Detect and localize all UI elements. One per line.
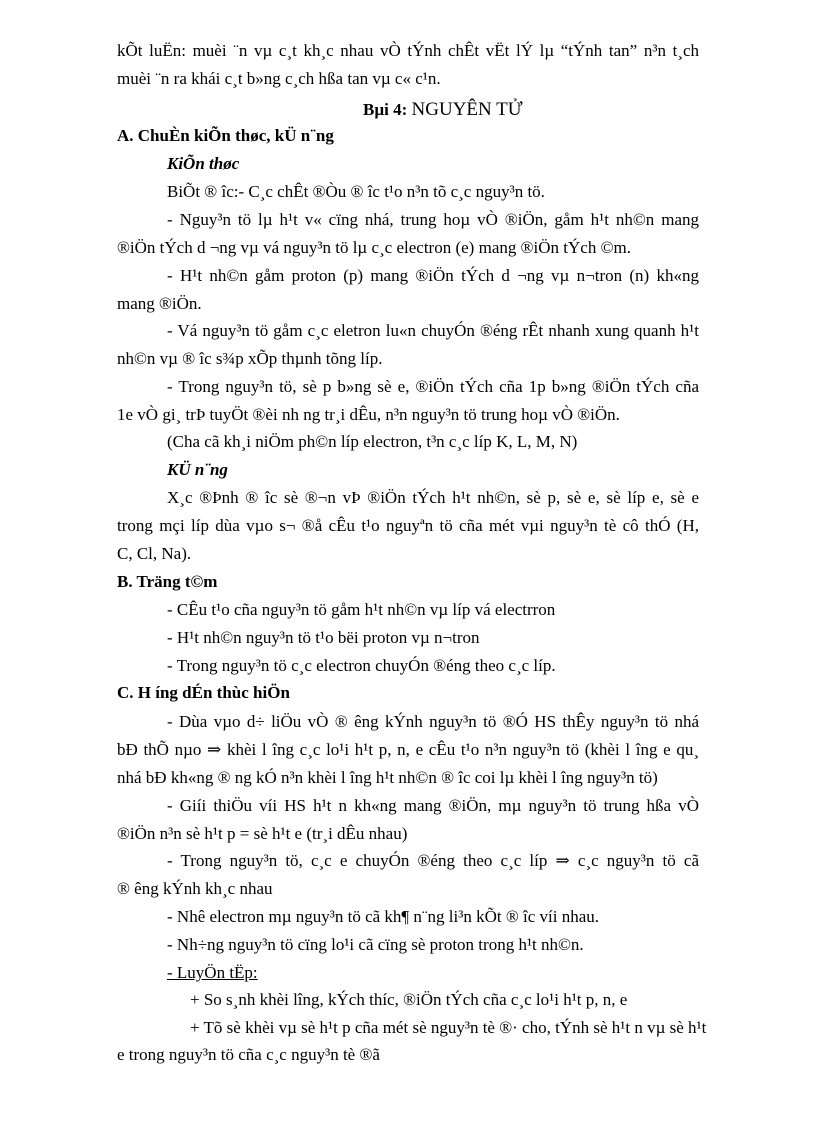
guide-line: - Nh÷ng nguy³n tö cïng lo¹i cã cïng sè proton trong h¹t nh©n. bbox=[167, 935, 584, 954]
knowledge-line: mang ®iÖn. bbox=[117, 294, 202, 313]
knowledge-line: (Cha cã kh¸i niÖm ph©n líp electron, t³n c¸c líp K, L, M, N) bbox=[167, 432, 578, 451]
section-a-heading: A. ChuÈn kiÕn thøc, kÜ n¨ng bbox=[117, 126, 334, 145]
focus-line: - H¹t nh©n nguy³n tö t¹o bëi proton vµ n¬tron bbox=[167, 628, 480, 647]
skill-heading: KÜ n¨ng bbox=[167, 460, 228, 479]
guide-line: nhá bÐ kh«ng ® ng kÓ n³n khèi l îng h¹t nh©n ® îc coi lµ khèi l îng nguy³n tö) bbox=[117, 768, 658, 787]
guide-line: - Dùa vµo d÷ liÖu vÒ ® êng kÝnh nguy³n tö ®Ó HS thÊy nguy³n tö nhá bbox=[167, 712, 699, 731]
knowledge-line: ®iÖn tÝch d ¬ng vµ vá nguy³n tö lµ c¸c electron (e) mang ®iÖn tÝch ©m. bbox=[117, 238, 631, 257]
knowledge-line: - H¹t nh©n gåm proton (p) mang ®iÖn tÝch d ¬ng vµ n¬tron (n) kh«ng bbox=[167, 266, 699, 285]
lesson-heading bbox=[363, 99, 523, 121]
knowledge-heading: KiÕn thøc bbox=[167, 154, 240, 173]
practice-line: + So s¸nh khèi lîng, kÝch thíc, ®iÖn tÝch cña c¸c lo¹i h¹t p, n, e bbox=[190, 990, 628, 1009]
knowledge-line: - Nguy³n tö lµ h¹t v« cïng nhá, trung hoµ vÒ ®iÖn, gåm h¹t nh©n mang bbox=[167, 210, 699, 229]
lesson-title: NGUYÊN TỬ bbox=[411, 99, 523, 120]
knowledge-line: - Trong nguy³n tö, sè p b»ng sè e, ®iÖn tÝch cña 1p b»ng ®iÖn tÝch cña bbox=[167, 377, 699, 396]
knowledge-line: 1e vÒ gi¸ trÞ tuyÖt ®èi nh ng tr¸i dÊu, n³n nguy³n tö trung hoµ vÒ ®iÖn. bbox=[117, 405, 620, 424]
skill-line: X¸c ®Þnh ® îc sè ®¬n vÞ ®iÖn tÝch h¹t nh©n, sè p, sè e, sè líp e, sè e bbox=[167, 488, 699, 507]
guide-line: ® êng kÝnh kh¸c nhau bbox=[117, 879, 273, 898]
knowledge-line: BiÕt ® îc:- C¸c chÊt ®Òu ® îc t¹o n³n tõ c¸c nguy³n tö. bbox=[167, 182, 545, 201]
guide-line: - Trong nguy³n tö, c¸c e chuyÓn ®éng theo c¸c líp ⇒ c¸c nguy³n tö cã bbox=[167, 851, 699, 870]
skill-line: trong mçi líp dùa vµo s¬ ®å cÊu t¹o nguyªn tö cña mét vµi nguy³n tè cô thÓ (H, bbox=[117, 516, 699, 535]
section-c-heading: C. H íng dÉn thùc hiÖn bbox=[117, 683, 290, 702]
guide-line: - Nhê electron mµ nguy³n tö cã kh¶ n¨ng li³n kÕt ® îc víi nhau. bbox=[167, 907, 599, 926]
practice-line: + Tõ sè khèi vµ sè h¹t p cña mét sè nguy³n tè ®· cho, tÝnh sè h¹t n vµ sè h¹t bbox=[190, 1018, 707, 1037]
practice-heading: - LuyÖn tËp: bbox=[167, 963, 258, 982]
section-b-heading: B. Träng t©m bbox=[117, 572, 218, 591]
lesson-label: Bµi 4: bbox=[363, 100, 408, 119]
skill-line: C, Cl, Na). bbox=[117, 544, 192, 563]
intro-line-1: kÕt luËn: muèi ¨n vµ c¸t kh¸c nhau vÒ tÝnh chÊt vËt lÝ lµ “tÝnh tan” n³n t¸ch bbox=[117, 41, 699, 60]
guide-line: - Giíi thiÖu víi HS h¹t n kh«ng mang ®iÖn, mµ nguy³n tö trung hßa vÒ bbox=[167, 796, 699, 815]
guide-line: ®iÖn n³n sè h¹t p = sè h¹t e (tr¸i dÊu nhau) bbox=[117, 824, 408, 843]
knowledge-line: - Vá nguy³n tö gåm c¸c eletron lu«n chuyÓn ®éng rÊt nhanh xung quanh h¹t bbox=[167, 321, 699, 340]
practice-line: e trong nguy³n tö cña c¸c nguy³n tè ®ã bbox=[117, 1045, 380, 1064]
intro-line-2: muèi ¨n ra khái c¸t b»ng c¸ch hßa tan vµ c« c¹n. bbox=[117, 69, 441, 88]
guide-line: bÐ thÕ nµo ⇒ khèi l îng c¸c lo¹i h¹t p, n, e cÊu t¹o n³n nguy³n tö (khèi l îng e qu¸ bbox=[117, 740, 699, 759]
focus-line: - CÊu t¹o cña nguy³n tö gåm h¹t nh©n vµ líp vá electrron bbox=[167, 600, 556, 619]
knowledge-line: nh©n vµ ® îc s¾p xÕp thµnh tõng líp. bbox=[117, 349, 383, 368]
focus-line: - Trong nguy³n tö c¸c electron chuyÓn ®éng theo c¸c líp. bbox=[167, 656, 556, 675]
